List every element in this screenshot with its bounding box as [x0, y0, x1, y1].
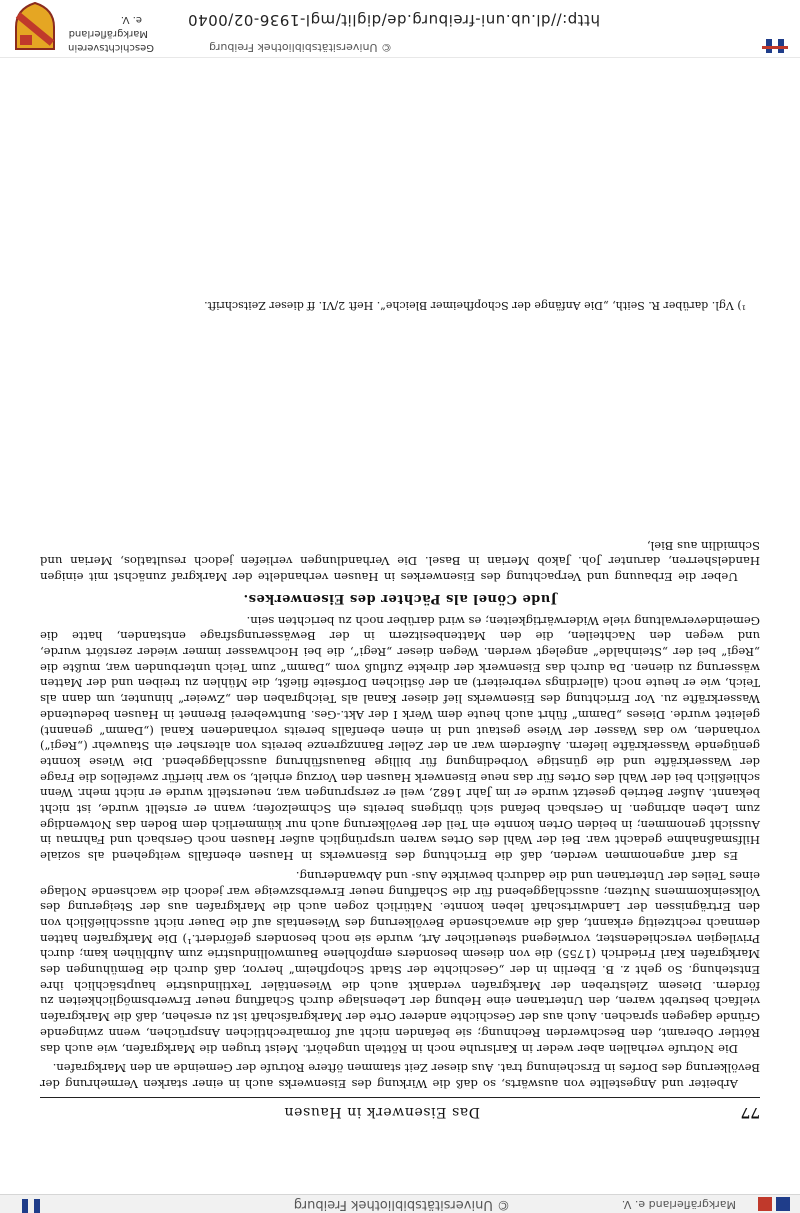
viewer-header-strip — [0, 1194, 800, 1213]
paragraph: Ueber die Erbauung und Verpachtung des Eisenwerkes in Hausen verhandelte der Markgraf zunächst mit einigen Handelsherren, darunter Joh. Jakob Merian in Basel. Die Verhandlungen verliefen jedoch resultatlos, Merian und Schmidlin aus Biel, — [40, 538, 760, 585]
footer-copyright: © Universitätsbibliothek Freiburg — [209, 41, 392, 54]
paragraph: Arbeiter und Angestellte von auswärts, so daß die Wirkung des Eisenwerks auch in einer starken Vermehrung der Bevölkerung des Dorfes in Erscheinung trat. Aus dieser Zeit stammen öftere Rotrufe der Gemeinde an den Markgrafen. — [40, 1061, 760, 1091]
running-head-title: Das Eisenwerk in Hausen — [283, 1104, 480, 1120]
society-name-line: e. V. — [120, 14, 142, 25]
running-head — [40, 1097, 760, 1120]
coat-of-arms-icon — [8, 1, 62, 55]
society-label: Markgräflerland e. V. — [621, 1198, 736, 1211]
section-heading: Jude Cönel als Pächter des Eisenwerkes. — [243, 590, 557, 606]
viewer-footer-strip — [0, 0, 800, 58]
body-text — [40, 533, 760, 1091]
footnote — [40, 298, 760, 313]
library-mark-icon — [748, 39, 790, 57]
footnote-text: ¹) Vgl. darüber R. Seith, „Die Anfänge der Schopfheimer Bleiche“. Heft 2/VI. ff dieser Zeitschrift. — [204, 299, 746, 312]
library-logo-icon — [0, 1195, 48, 1213]
permalink-url[interactable]: http://dl.ub.uni-freiburg.de/diglit/mgl-1936-02/0040 — [187, 11, 600, 29]
page-number: 77 — [740, 1104, 760, 1120]
university-logo-icon — [738, 1195, 800, 1213]
society-name-line: Geschichtsverein — [68, 42, 154, 53]
paragraph: Es darf angenommen werden, daß die Errichtung des Eisenwerks in Hausen ebenfalls weitgehend als soziale Hilfsmaßnahme gedacht war. Bei der Wahl des Ortes waren ursprünglich außer Hausen noch Gersbach und Fahrnau in Aussicht genommen; in beiden Orten konnte ein Teil der Bevölkerung auch nur kümmerlich dem Boden das Notwendige zum Leben abringen. In Gersbach befand sich übrigens bereits ein Schmelzofen; wann er erstellt wurde, ist nicht bekannt. Außer Betrieb gesetzt wurde er im Jahr 1682, weil er zersprungen war, neuerstellt wurde er nicht mehr. Wenn schließlich bei der Wahl des Ortes für das neue Eisenwerk Hausen den Vorzug erhielt, so war hierfür zweifellos die Frage der Wasserkräfte und die günstige Vorbedingung für billige Bauausführung ausschlaggebend. Die Wiese konnte genügende Wasserkräfte liefern. Außerdem war an der Zeller Bannzgrenze bereits von altersher ein Stauwehr („Regi“) vorhanden, wo das Wasser der Wiese gestaut und in einen ebenfalls bereits vorhandenen Kanal („Damm“ genannt) geleitet wurde. Dieses „Damm“ führt auch heute dem Werk I der Akt.-Ges. Buntweberei Brennet in Hausen bedeutende Wasserkräfte zu. Vor Errichtung des Eisenwerks lief dieser Kanal als Teichgraben den „Zweier“ hinunter, um dann als Teich, wie er heute noch (allerdings verbreitert) an der östlichen Dorfseite fließt, die Mühlen zu treiben und der Matten wässerung zu dienen. Da durch das Eisenwerk der direkte Zufluß vom „Damm“ zum Teich unterbunden war, mußte die „Regi“ bei der „Steinhalde“ angelegt werden. Wegen dieser „Regi“, die bei Hochwasser immer wieder zerstört wurde, und wegen den Nachteilen, die den Mattenbesitzern in der Bewässerungsfrage entstanden, hatte die Gemeindeverwaltung viele Widerwärtigkeiten; es wird darüber noch zu berichten sein. — [40, 613, 760, 864]
society-name-line: Markgräflerland — [68, 28, 148, 39]
copyright-label: © Universitätsbibliothek Freiburg — [293, 1197, 510, 1212]
paragraph: Die Notrufe verhallen aber weder in Karlsruhe noch in Rötteln ungehört. Meist trugen die Markgrafen, wie auch das Röttler Oberamt, den Beschwerden Rechnung; sie befanden nicht auf formalrechtlichen Ansprüchen, wenn zwingende Gründe dagegen sprachen. Auch aus der Geschichte anderer Orte der Markgrafschaft ist zu ersehen, daß die Markgrafen vielfach bestrebt waren, den Untertanen eine Hebung der Lebenslage durch Schaffung neuer Erwerbsmöglichkeiten zu fördern. Diesem Zielstreben der Markgrafen verdankt auch die Wiesentäler Textilindustrie hauptsächlich ihre Entstehung. So geht z. B. Eberlin in der „Geschichte der Stadt Schopfheim“ hervor, daß durch die Bemühungen des Markgrafen Karl Friedrich (1755) die von diesem besonders empfohlene Baumwollindustrie zum Aufblühen kam; durch Privilegien verschiedenster, vorwiegend steuerlicher Art, wurde sie noch besonders gefördert.¹) Die Markgrafen hatten demnach rechtzeitig erkannt, daß die anwachsende Bevölkerung des Wiesentals auf die Dauer nicht ausschließlich von den Erträgnissen der Landwirtschaft leben konnte. Natürlich zogen auch die Markgrafen aus der Steigerung des Volkseinkommens Nutzen; ausschlaggebend für die Schaffung neuer Erwerbszweige war jedoch die wachsende Notlage eines Teiles der Untertanen und die dadurch bewirkte Aus- und Abwanderung. — [40, 868, 760, 1056]
